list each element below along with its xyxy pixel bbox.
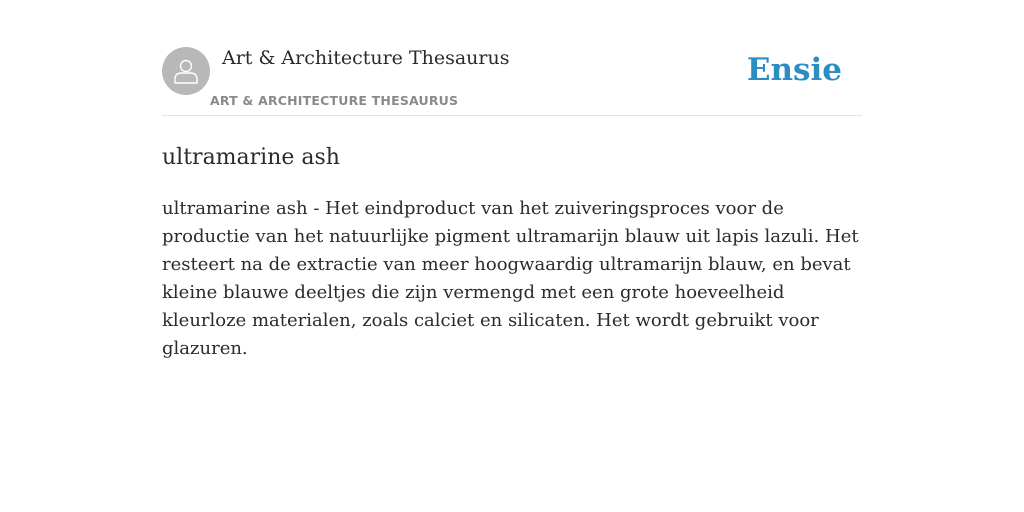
user-icon [171,56,201,86]
author-avatar[interactable] [162,47,210,95]
brand-logo[interactable]: Ensie [746,52,842,88]
term-title: ultramarine ash [162,145,340,170]
header [162,0,862,116]
author-name[interactable]: Art & Architecture Thesaurus [222,47,510,69]
term-definition: ultramarine ash - Het eindproduct van het zuiveringsproces voor de productie van het natuurlijke pigment ultramarijn blauw uit lapis lazuli. Het resteert na de extractie van meer hoogwaardig ultramarijn blauw, en bevat kleine blauwe deeltjes die zijn vermengd met een grote hoeveelheid kleurloze materialen, zoals calciet en silicaten. Het wordt gebruikt voor glazuren. [162,198,859,359]
author-subtitle: ART & ARCHITECTURE THESAURUS [210,93,459,108]
content-container [162,0,862,363]
